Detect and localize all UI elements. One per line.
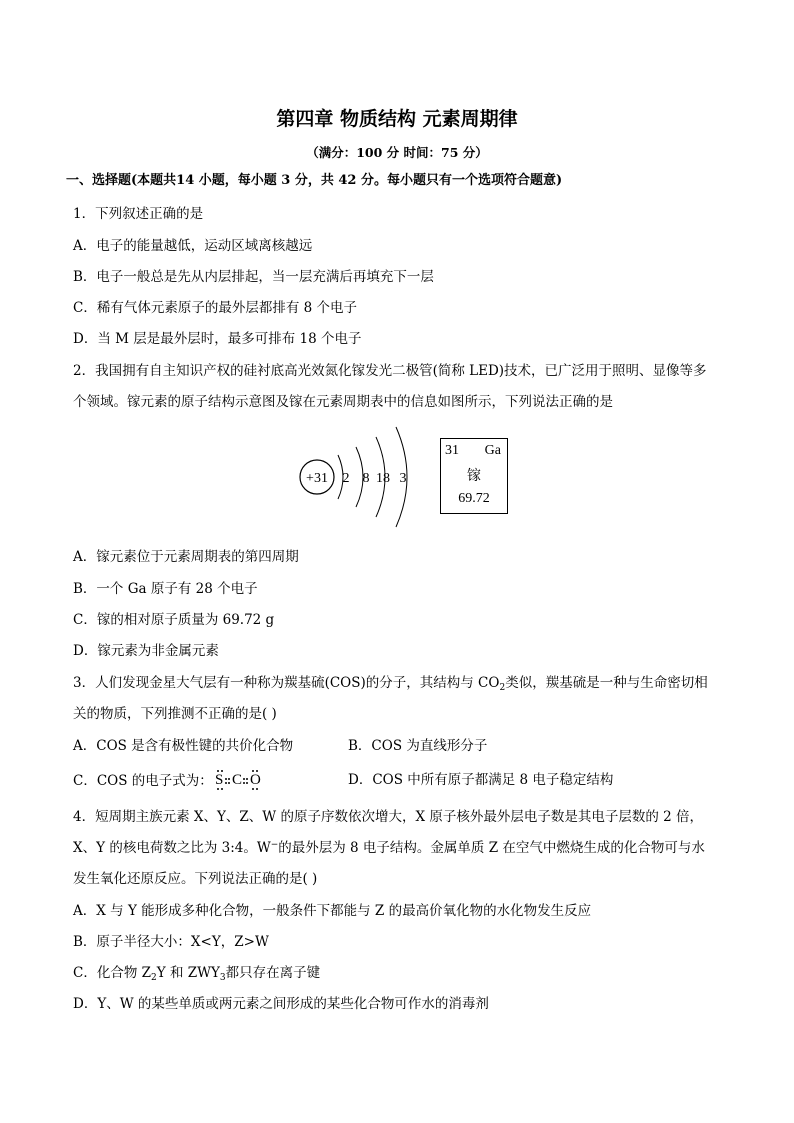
q4-option-b: B．原子半径大小：X<Y，Z>W bbox=[73, 934, 269, 950]
q1-option-a: A．电子的能量越低，运动区域离核越远 bbox=[73, 238, 313, 254]
lewis-o: O bbox=[249, 772, 261, 788]
q3-stem-subscript: 2 bbox=[499, 683, 506, 693]
q2-stem-line2: 个领域。镓元素的原子结构示意图及镓在元素周期表中的信息如图所示，下列说法正确的是 bbox=[73, 394, 613, 410]
shell-count-4: 3 bbox=[399, 471, 407, 486]
q1-stem: 1．下列叙述正确的是 bbox=[73, 206, 204, 222]
q4-option-a: A．X 与 Y 能形成多种化合物，一般条件下都能与 Z 的最高价氧化物的水化物发生反应 bbox=[73, 903, 592, 919]
page-title: 第四章 物质结构 元素周期律 bbox=[276, 108, 518, 130]
exam-meta: （满分：100 分 时间：75 分） bbox=[306, 145, 488, 160]
q3-stem-line1 bbox=[73, 671, 708, 691]
q3-option-b: B．COS 为直线形分子 bbox=[348, 738, 488, 754]
atomic-mass: 69.72 bbox=[458, 491, 490, 506]
lewis-c: C bbox=[231, 772, 242, 788]
nucleus-label: +31 bbox=[306, 471, 328, 486]
q4-stem-line1: 4．短周期主族元素 X、Y、Z、W 的原子序数依次增大，X 原子核外最外层电子数是其电子层数的 2 倍， bbox=[73, 809, 704, 825]
q4-option-c-sub2: 3 bbox=[219, 973, 226, 983]
q3-option-c bbox=[73, 768, 279, 792]
q2-stem-line1: 2．我国拥有自主知识产权的硅衬底高光效氮化镓发光二极管(简称 LED)技术，已广泛用于照明、显像等多 bbox=[73, 363, 707, 379]
shell-count-2: 8 bbox=[362, 471, 370, 486]
q3-option-d: D．COS 中所有原子都满足 8 电子稳定结构 bbox=[348, 772, 614, 788]
lewis-s: S bbox=[214, 772, 224, 788]
shell-count-3: 18 bbox=[376, 471, 390, 486]
q3-stem-line2: 关的物质，下列推测不正确的是( ) bbox=[73, 706, 277, 722]
element-symbol: Ga bbox=[484, 443, 501, 458]
q2-option-d: D．镓元素为非金属元素 bbox=[73, 643, 219, 659]
q3-option-a: A．COS 是含有极性键的共价化合物 bbox=[73, 738, 294, 754]
q4-stem-superscript: − bbox=[270, 840, 279, 850]
q3-stem-part-b: 类似，羰基硫是一种与生命密切相 bbox=[505, 675, 708, 691]
q4-stem-line2 bbox=[73, 836, 705, 856]
shell-count-1: 2 bbox=[342, 471, 350, 486]
element-name: 镓 bbox=[467, 468, 481, 484]
q1-option-d: D．当 M 层是最外层时，最多可排布 18 个电子 bbox=[73, 331, 362, 347]
section-heading: 一、选择题(本题共14 小题，每小题 3 分，共 42 分。每小题只有一个选项符合题意) bbox=[66, 173, 563, 188]
q1-option-c: C．稀有气体元素原子的最外层都排有 8 个电子 bbox=[73, 300, 358, 316]
q4-option-c-part-a: C．化合物 Z bbox=[73, 965, 152, 981]
q4-stem-line3: 发生氧化还原反应。下列说法正确的是( ) bbox=[73, 871, 318, 887]
q4-option-c-part-c: 都只存在离子键 bbox=[225, 965, 321, 981]
q2-option-b: B．一个 Ga 原子有 28 个电子 bbox=[73, 581, 258, 597]
q4-stem-part-b: 的最外层为 8 电子结构。金属单质 Z 在空气中燃烧生成的化合物可与水 bbox=[278, 840, 705, 856]
q4-option-c-part-b: Y 和 ZWY bbox=[156, 965, 220, 981]
q3-stem-part-a: 3．人们发现金星大气层有一种称为羰基硫(COS)的分子，其结构与 CO bbox=[73, 675, 500, 691]
q4-stem-part-a: X、Y 的核电荷数之比为 3:4。W bbox=[73, 840, 271, 856]
lewis-structure-cos bbox=[213, 768, 279, 792]
q1-option-b: B．电子一般总是先从内层排起，当一层充满后再填充下一层 bbox=[73, 269, 434, 285]
periodic-table-cell bbox=[440, 438, 508, 514]
q2-option-c: C．镓的相对原子质量为 69.72 g bbox=[73, 612, 275, 628]
q2-option-a: A．镓元素位于元素周期表的第四周期 bbox=[73, 549, 299, 565]
q4-option-c-sub1: 2 bbox=[151, 973, 157, 983]
atomic-number: 31 bbox=[445, 443, 459, 458]
q4-option-d: D．Y、W 的某些单质或两元素之间形成的某些化合物可作水的消毒剂 bbox=[73, 996, 489, 1012]
q3-option-c-label: C．COS 的电子式为： bbox=[73, 773, 213, 789]
q4-option-c bbox=[73, 961, 320, 981]
gallium-atom-diagram bbox=[290, 425, 430, 535]
